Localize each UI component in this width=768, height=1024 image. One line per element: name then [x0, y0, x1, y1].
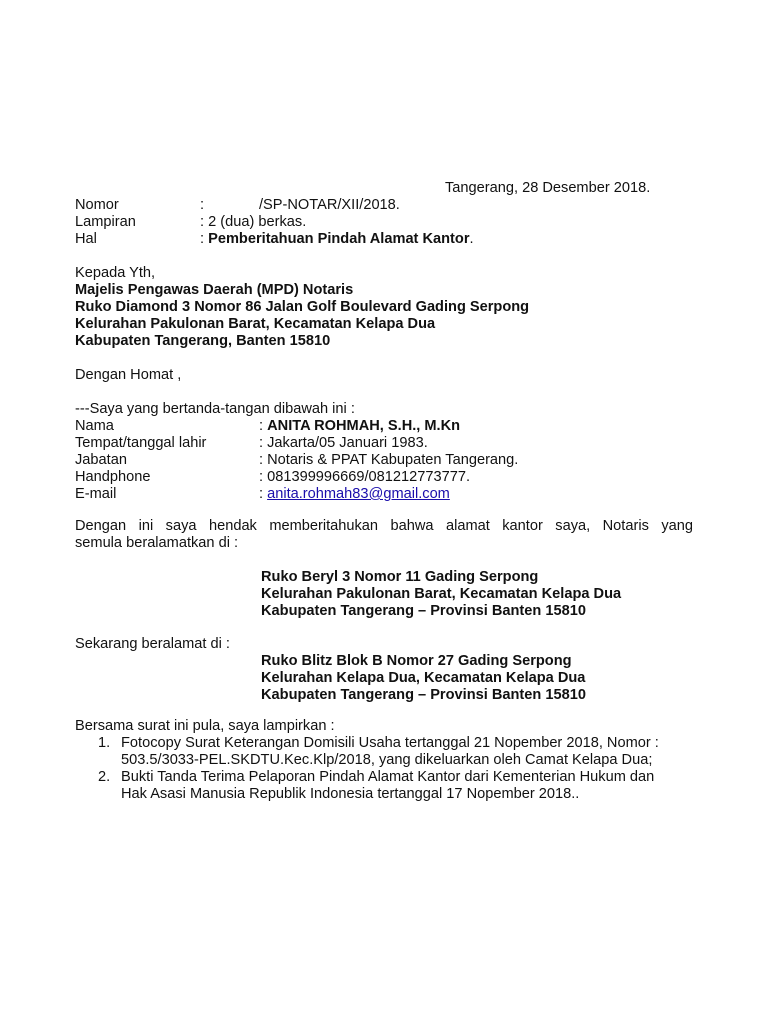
attach-intro: Bersama surat ini pula, saya lampirkan : — [75, 718, 335, 734]
recipient-line4: Kabupaten Tangerang, Banten 15810 — [75, 333, 331, 349]
handphone-label: Handphone — [75, 469, 151, 485]
hal-label: Hal — [75, 231, 97, 247]
handphone-value: : 081399996669/081212773777. — [259, 469, 471, 485]
new-address-line3: Kabupaten Tangerang – Provinsi Banten 15810 — [261, 687, 586, 703]
nama-prefix: : — [259, 418, 268, 434]
lampiran-value: : 2 (dua) berkas. — [200, 214, 307, 230]
list-item — [0, 735, 768, 769]
list-item — [0, 769, 768, 803]
hal-value: Pemberitahuan Pindah Alamat Kantor — [208, 231, 470, 247]
email-link[interactable]: anita.rohmah83@gmail.com — [267, 486, 450, 502]
nama-label: Nama — [75, 418, 114, 434]
nama-value-wrap — [259, 418, 460, 435]
handphone-row — [0, 469, 768, 486]
hal-value-wrap — [200, 231, 474, 248]
list-item-line1: Bukti Tanda Terima Pelaporan Pindah Alamat Kantor dari Kementerian Hukum dan — [121, 769, 655, 785]
email-value-wrap — [259, 486, 450, 503]
old-address-line1: Ruko Beryl 3 Nomor 11 Gading Serpong — [261, 569, 539, 585]
recipient-line2: Ruko Diamond 3 Nomor 86 Jalan Golf Boulevard Gading Serpong — [75, 299, 530, 315]
hal-prefix: : — [200, 231, 209, 247]
ttl-value: : Jakarta/05 Januari 1983. — [259, 435, 428, 451]
email-row — [0, 486, 768, 503]
jabatan-row — [0, 452, 768, 469]
nomor-value: /SP-NOTAR/XII/2018. — [259, 197, 400, 213]
list-item-line2: Hak Asasi Manusia Republik Indonesia tertanggal 17 Nopember 2018.. — [121, 786, 580, 802]
recipient-line1: Majelis Pengawas Daerah (MPD) Notaris — [75, 282, 354, 298]
body-para-line1: Dengan ini saya hendak memberitahukan bahwa alamat kantor saya, Notaris yang — [75, 518, 693, 534]
jabatan-label: Jabatan — [75, 452, 127, 468]
salutation: Dengan Homat , — [75, 367, 182, 383]
lampiran-label: Lampiran — [75, 214, 136, 230]
old-address-line2: Kelurahan Pakulonan Barat, Kecamatan Kelapa Dua — [261, 586, 622, 602]
new-address-line2: Kelurahan Kelapa Dua, Kecamatan Kelapa Dua — [261, 670, 586, 686]
ttl-row — [0, 435, 768, 452]
list-item-number: 1. — [98, 735, 111, 751]
lampiran-row — [0, 214, 768, 231]
intro-text: ---Saya yang bertanda-tangan dibawah ini : — [75, 401, 355, 417]
list-item-line1: Fotocopy Surat Keterangan Domisili Usaha tertanggal 21 Nopember 2018, Nomor : — [121, 735, 659, 751]
ttl-label: Tempat/tanggal lahir — [75, 435, 207, 451]
nama-row — [0, 418, 768, 435]
email-label: E-mail — [75, 486, 117, 502]
new-address-line1: Ruko Blitz Blok B Nomor 27 Gading Serpong — [261, 653, 572, 669]
jabatan-value: : Notaris & PPAT Kabupaten Tangerang. — [259, 452, 519, 468]
body-para-line2: semula beralamatkan di : — [75, 535, 239, 551]
recipient-line3: Kelurahan Pakulonan Barat, Kecamatan Kelapa Dua — [75, 316, 436, 332]
place-date: Tangerang, 28 Desember 2018. — [445, 180, 651, 196]
nama-value: ANITA ROHMAH, S.H., M.Kn — [267, 418, 461, 434]
recipient-greeting: Kepada Yth, — [75, 265, 156, 281]
now-label: Sekarang beralamat di : — [75, 636, 230, 652]
nomor-colon: : — [200, 197, 205, 213]
nomor-row — [0, 197, 768, 214]
hal-row — [0, 231, 768, 248]
old-address-line3: Kabupaten Tangerang – Provinsi Banten 15810 — [261, 603, 586, 619]
nomor-label: Nomor — [75, 197, 119, 213]
email-prefix: : — [259, 486, 268, 502]
list-item-line2: 503.5/3033-PEL.SKDTU.Kec.Klp/2018, yang dikeluarkan oleh Camat Kelapa Dua; — [121, 752, 653, 768]
hal-suffix: . — [469, 231, 474, 247]
list-item-number: 2. — [98, 769, 111, 785]
